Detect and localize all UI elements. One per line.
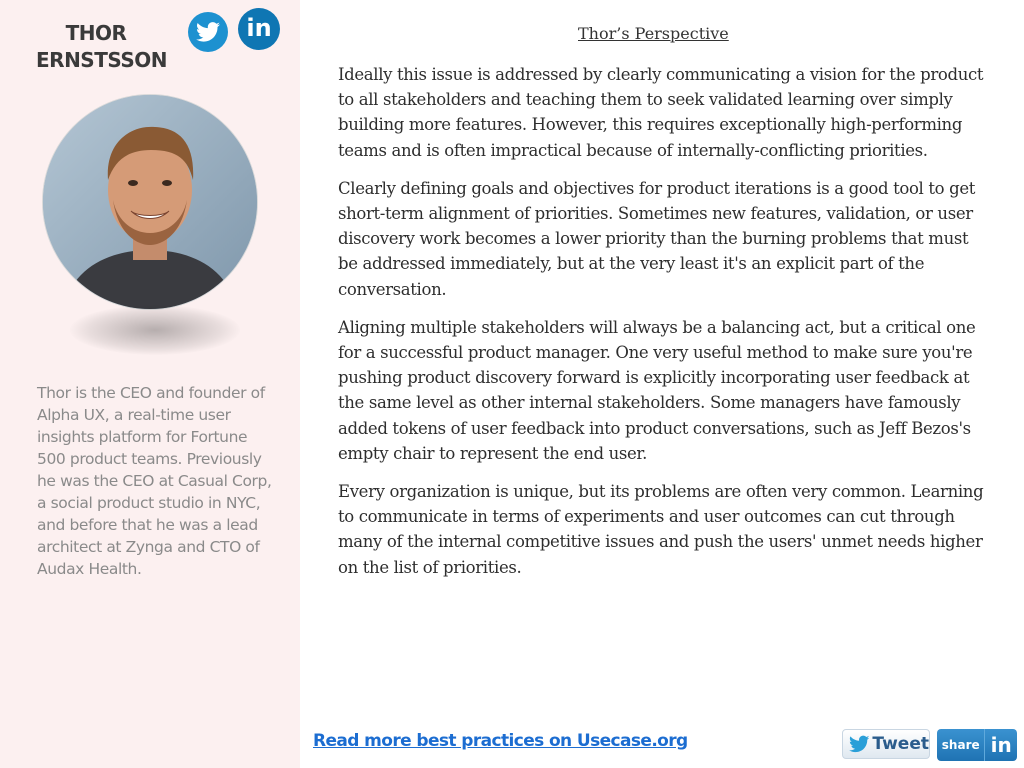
author-first-name: THOR (65, 21, 127, 45)
page-title: Thor’s Perspective (578, 24, 729, 43)
article-paragraph: Ideally this issue is addressed by clearly communicating a vision for the product to all stakeholders and teaching them to seek validated learning over simply building more features. However, this requires exceptionally high-performing teams and is often impractical because of internally-conflicting priorities. (338, 65, 984, 160)
twitter-bird-icon (196, 22, 220, 42)
twitter-bird-icon (849, 735, 869, 753)
twitter-button[interactable] (188, 12, 228, 52)
article-body (338, 62, 988, 593)
tweet-label: Tweet (872, 734, 929, 754)
linkedin-button[interactable] (238, 8, 280, 50)
avatar-shadow (70, 305, 240, 355)
article-paragraph: Clearly defining goals and objectives for product iterations is a good tool to get short-term alignment of priorities. Sometimes new features, validation, or user discovery work becomes a lower priority than the burning problems that must be addressed immediately, but at the very least it's an explicit part of the conversation. (338, 178, 976, 299)
article-paragraph: Aligning multiple stakeholders will always be a balancing act, but a critical one for a successful product manager. One very useful method to make sure you're pushing product discovery forward is explicitly incorporating user feedback at the same level as other internal stakeholders. Some managers have famously added tokens of user feedback into product conversations, such as Jeff Bezos's empty chair to represent the end user. (338, 317, 976, 463)
linkedin-share-button[interactable] (937, 729, 1017, 761)
article-paragraph: Every organization is unique, but its problems are often very common. Learning to communicate in terms of experiments and user outcomes can cut through many of the internal competitive issues and push the users' unmet needs higher on the list of priorities. (338, 482, 984, 577)
share-label: share (941, 738, 980, 752)
linkedin-icon: in (984, 729, 1017, 761)
read-more-link[interactable]: Read more best practices on Usecase.org (313, 731, 688, 751)
avatar (43, 95, 257, 309)
linkedin-icon: in (246, 14, 272, 42)
author-bio: Thor is the CEO and founder of Alpha UX, a real-time user insights platform for Fortune 500 product teams. Previously he was the CEO at Casual Corp, a social product studio in NYC, and before that he was a lead architect at Zynga and CTO of Audax Health. (37, 384, 272, 578)
author-sidebar (0, 0, 300, 768)
author-name (36, 20, 167, 74)
author-photo-icon (43, 95, 257, 309)
author-last-name: ERNSTSSON (36, 48, 167, 72)
tweet-button[interactable] (842, 729, 930, 759)
